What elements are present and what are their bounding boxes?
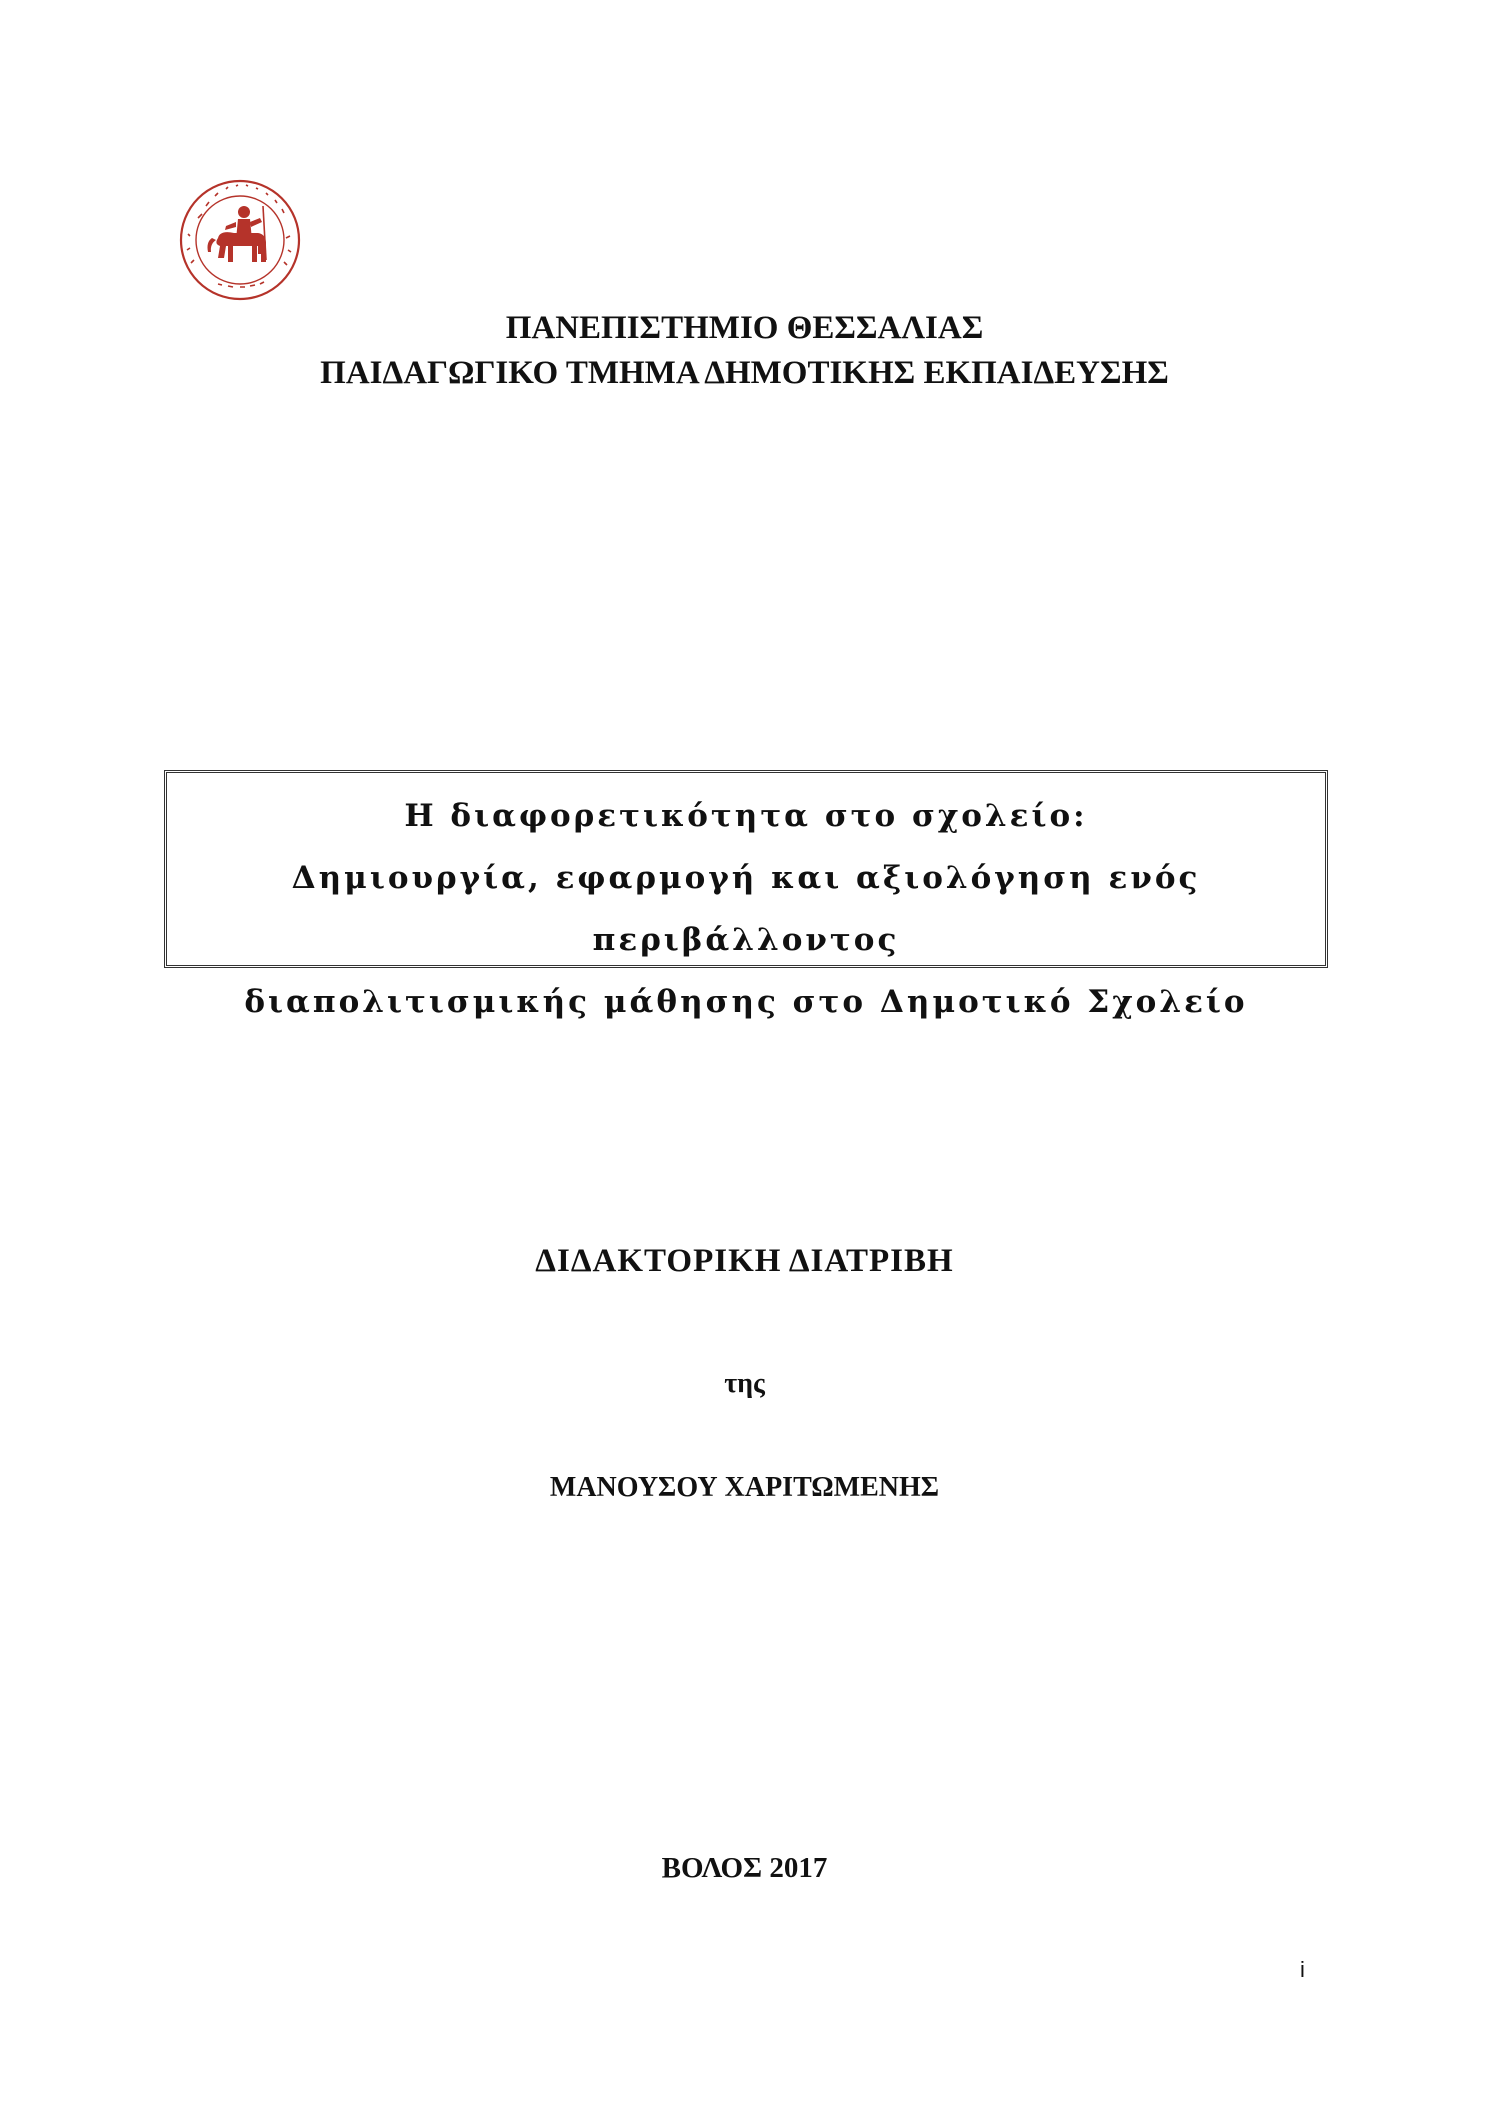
author-preposition: της (724, 1368, 765, 1399)
department-name: ΠΑΙΔΑΓΩΓΙΚΟ ΤΜΗΜΑ ΔΗΜΟΤΙΚΗΣ ΕΚΠΑΙΔΕΥΣΗΣ (320, 355, 1169, 391)
place-and-year: ΒΟΛΟΣ 2017 (661, 1852, 828, 1884)
page-number: i (1300, 1957, 1305, 1982)
document-type: ΔΙΔΑΚΤΟΡΙΚΗ ΔΙΑΤΡΙΒΗ (535, 1243, 954, 1279)
author-name: ΜΑΝΟΥΣΟΥ ΧΑΡΙΤΩΜΕΝΗΣ (549, 1472, 940, 1503)
university-of-thessaly-seal-icon (178, 178, 302, 302)
thesis-title-box (164, 770, 1328, 1020)
university-seal (178, 178, 302, 302)
thesis-title-line-1: Η διαφορετικότητα στο σχολείο: (404, 798, 1088, 834)
thesis-title-line-3: διαπολιτισμικής μάθησης στο Δημοτικό Σχολείο (244, 984, 1248, 1020)
institution-header (0, 306, 1489, 396)
university-name: ΠΑΝΕΠΙΣΤΗΜΙΟ ΘΕΣΣΑΛΙΑΣ (505, 310, 984, 346)
thesis-title-line-2: Δημιουργία, εφαρμογή και αξιολόγηση ενός περιβάλλοντος (291, 860, 1201, 958)
